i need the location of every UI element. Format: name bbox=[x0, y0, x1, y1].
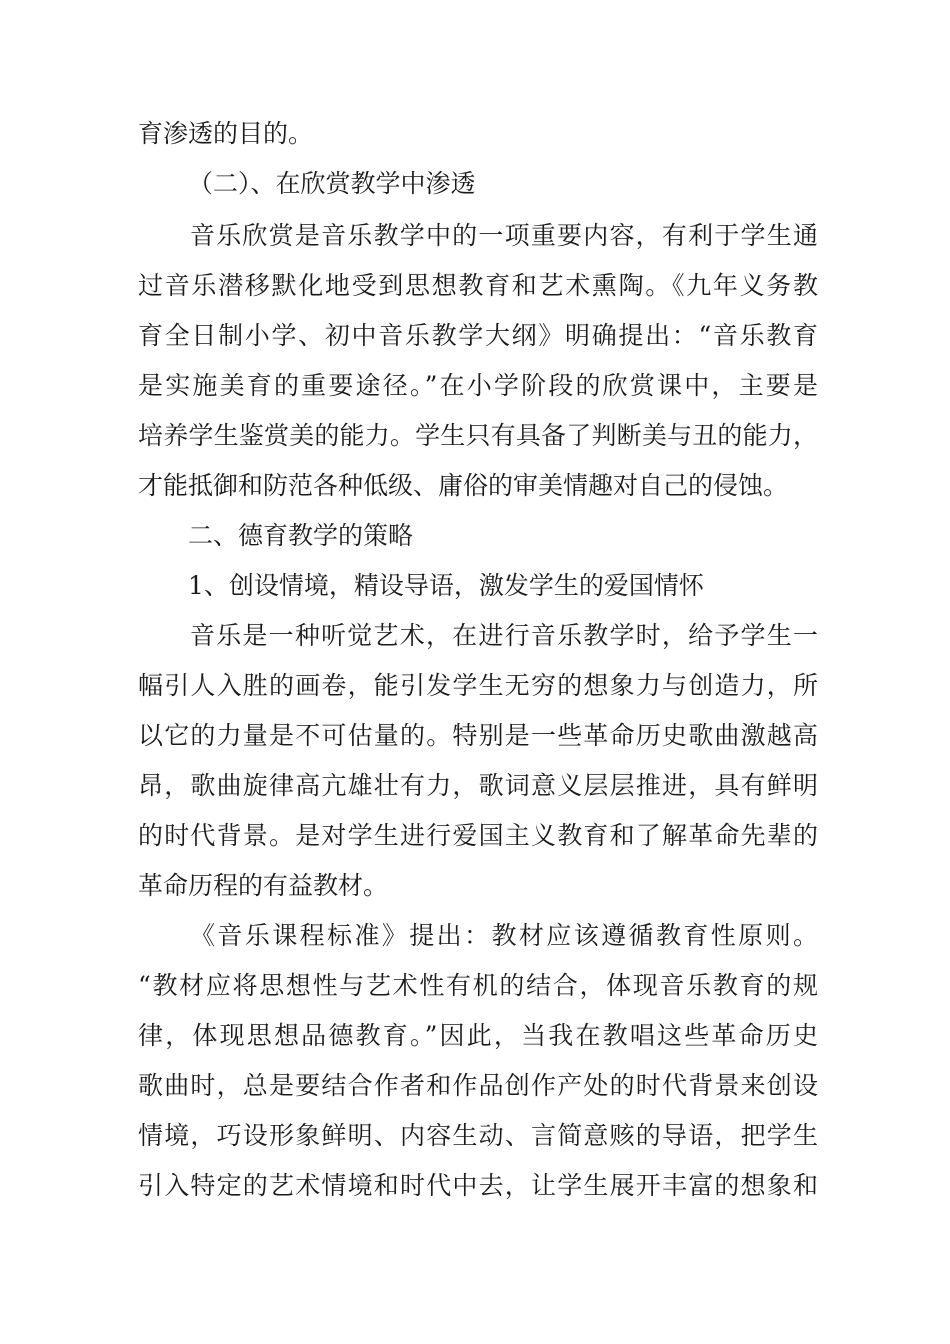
paragraph-line: 培养学生鉴赏美的能力。学生只有具备了判断美与丑的能力， bbox=[138, 421, 818, 450]
section-subheading: （二）、在欣赏教学中渗透 bbox=[188, 169, 476, 198]
paragraph-line: 昂，歌曲旋律高亢雄壮有力，歌词意义层层推进，具有鲜明 bbox=[138, 771, 818, 800]
paragraph-line: 律，体现思想品德教育。”因此，当我在教唱这些革命历史 bbox=[138, 1021, 818, 1050]
paragraph-line: 的时代背景。是对学生进行爱国主义教育和了解革命先辈的 bbox=[138, 821, 818, 850]
paragraph-line: 革命历程的有益教材。 bbox=[138, 871, 389, 900]
text-line-continuation: 育渗透的目的。 bbox=[138, 119, 314, 148]
paragraph-line: 以它的力量是不可估量的。特别是一些革命历史歌曲激越高 bbox=[138, 721, 818, 750]
section-heading: 二、德育教学的策略 bbox=[188, 521, 414, 550]
paragraph-line: 幅引人入胜的画卷，能引发学生无穷的想象力与创造力，所 bbox=[138, 671, 818, 700]
paragraph-line: 引入特定的艺术情境和时代中去，让学生展开丰富的想象和 bbox=[138, 1171, 818, 1200]
paragraph-line: 情境，巧设形象鲜明、内容生动、言简意赅的导语，把学生 bbox=[138, 1121, 818, 1150]
paragraph-line: 过音乐潜移默化地受到思想教育和艺术熏陶。《九年义务教 bbox=[138, 271, 818, 300]
subsection-heading: 1、创设情境，精设导语，激发学生的爱国情怀 bbox=[188, 571, 704, 600]
paragraph-line: 音乐是一种听觉艺术，在进行音乐教学时，给予学生一 bbox=[190, 621, 818, 650]
paragraph-line: 音乐欣赏是音乐教学中的一项重要内容，有利于学生通 bbox=[190, 221, 818, 250]
paragraph-line: 《音乐课程标准》提出：教材应该遵循教育性原则。 bbox=[190, 921, 818, 950]
paragraph-line: 是实施美育的重要途径。”在小学阶段的欣赏课中，主要是 bbox=[138, 371, 818, 400]
paragraph-line: 育全日制小学、初中音乐教学大纲》明确提出：“音乐教育 bbox=[138, 321, 818, 350]
paragraph-line: 才能抵御和防范各种低级、庸俗的审美情趣对自己的侵蚀。 bbox=[138, 471, 789, 500]
paragraph-line: 歌曲时，总是要结合作者和作品创作产处的时代背景来创设 bbox=[138, 1071, 818, 1100]
paragraph-line: “教材应将思想性与艺术性有机的结合，体现音乐教育的规 bbox=[138, 971, 818, 1000]
